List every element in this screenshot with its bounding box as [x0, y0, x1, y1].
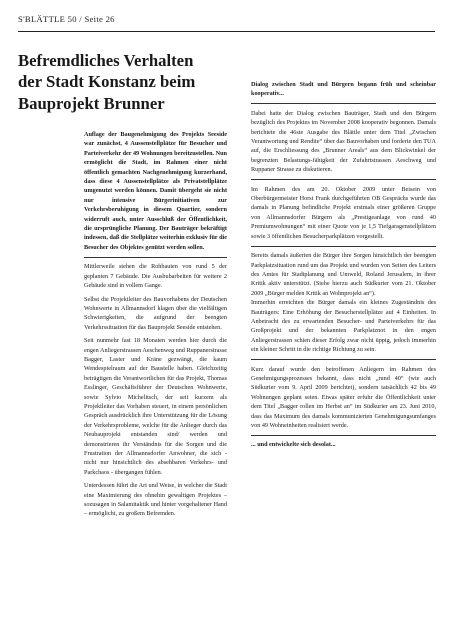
- body-paragraph: Unterdessen führt die Art und Weise, in welcher die Stadt eine Maximierung des ohnehin gewaltigen Projektes – sozusagen in Salamitaktik und hinter vorgehaltener Hand – ermöglicht, zu großem Befremden.: [84, 482, 227, 518]
- section-kicker: Dialog zwischen Stadt und Bürgern begann früh und scheinbar kooperativ...: [251, 81, 436, 98]
- section-ending: ... und entwickelte sich desolat...: [251, 441, 336, 449]
- column-divider: [84, 257, 227, 258]
- left-column: [84, 130, 227, 519]
- body-paragraph: Kurz darauf wurde den betroffenen Anliegern im Rahmen des Genehmigungsprozesses bekannt, dass nicht „rund 40“ (wie auch Südkurier vom 9. April 2009 berichtet), sondern tatsächlich 42 bis 49 Wohnungen geplant seien. Etwas später erfuhr die Öffentlichkeit unter dem Titel „Bagger rollen im Herbst an“ im Südkurier am 23. Juni 2010, dass das Maximum des damals kommunizierten Genehmigungsumfanges von 49 Wohneinheiten realisiert werde.: [251, 365, 436, 429]
- body-paragraph: Mittlerweile stehen die Rohbauten von rund 5 der geplanten 7 Gebäude. Die Ausbubarbeiten für weitere 2 Gebäude sind in vollem Gange.: [84, 263, 227, 290]
- body-paragraph: Dabei hatte der Dialog zwischen Bauträger, Stadt und den Bürgern bezüglich des Projektes im November 2008 kooperativ begonnen. Damals berichtete die 46ste Ausgabe des Blättle unter dem Titel „Zwischen Verantwortung und Rendite“ über das Bauvorhaben und forderte den TUA auf, die Erschliessung des „Brunner Areals“ aus dem Blickwinkel der begrenzten Belastungs-fähigkeit der Zufahrtstrassen Aeschweg und Ruppaner Strasse zu diskutieren.: [251, 109, 436, 174]
- column-divider: [251, 246, 436, 247]
- body-paragraph: Immerhin erreichten die Bürger damals ein kleines Zugeständnis des Bauträgers: Eine Erhöhung der Besucherstellplätze auf 4 Einheiten. In Anbetracht des zu erwartenden Besucher- und Parteiverkehrs für das Großprojekt und der bekannten Parkplatznot in den engen Anliegerstrassen schien dieser Erfolg zwar nicht üppig, jedoch immerhin ein kleiner Schritt in die richtige Richtung zu sein.: [251, 299, 436, 354]
- body-paragraph: Bereits damals äußerten die Bürger ihre Sorgen hinsichtlich der beengten Parkplatzsituation rund um das Projekt und wurden von Seiten des Leiters des Amtes für Stadtplanung und Umweld, Roland Jerusalem, in ihrer Kritik aktiv unterstützt. (Siehe hierzu auch Südkurier vom 21. Oktober 2009 „Bürger melden Kritik an Wohnprojekt an“).: [251, 252, 436, 297]
- article-headline: Befremdliches Verhalten der Stadt Konstanz beim Bauprojekt Brunner: [18, 51, 196, 113]
- body-paragraph: Seit nunmehr fast 18 Monaten werden hier durch die engen Anliegerstrassen Aeschenweg und Ruppanerstrasse Bagger, Laster und Kräne gezwängt, die kaum Wendespielraum auf der Baustelle haben. Gleichzeitig beträgtigen die Verantwortlichen für das Projekt, Thomas Esslinger, Geschäftsführer der Deutschen Wohnwerte, sowie Sylvio Michelitsch, der seit kurzem als Projektleiter das Vorhaben steuert, in einem persönlichen Gespräch ausdrücklich ihre Unterstützung für die Lösung der Verkehrsprobleme, welche für die Anlieger durch das Neubauprojekt entstanden sind/ werden und demonstrieren ihr Verständnis für die Sorgen und die Frustration der Allmannsdorfer Anwohner, die sich - nicht nur hinsichtlich des absehbaren Verkehrs- und Parkchaos - übergangen fühlen.: [84, 337, 227, 476]
- header-rule: [18, 31, 435, 32]
- body-paragraph: Im Rahmen des am 20. Oktober 2009 unter Beisein von Oberbürgermeister Horst Frank durchgeführten OB Gesprächs wurde das damals in Planung befindliche Projekt erstmals einer größeren Gruppe von Allmannsdorfer Bürgern als „Prestigeanlage von rund 40 Premiumwohnungen“ mit einer Quote von je 1,5 Tiefgaragenstellplätzen sowie 3 öffentlichen Besucherparkplätzen vorgestellt.: [251, 185, 436, 240]
- page-header: S'BLÄTTLE 50 / Seite 26: [18, 14, 115, 24]
- right-column: [251, 80, 436, 450]
- column-divider: [251, 359, 436, 360]
- lead-paragraph: Auflage der Baugenehmigung des Projekts Seeside war zunächst, 4 Aussenstellplätze für Besucher und Parteiverkehr der 49 Wohnungen bereitzustellen. Nun ermöglicht die Stadt, im Rahmen einer nicht öffentlich gemachten Nachgenehmigung kurzerhand, dass diese 4 Aussenstellplätze als Privatstellplätze umgenutzt werden können. Damit übergeht sie nicht nur intensive Bürgerinitiativen zur Verkehrsberuhigung in diesem Quartier, sondern widerruft auch, unter Ausschluß der Öffentlichkeit, die ursprüngliche Planung. Der Bauträger bekräftigt indessen, daß die Stellplätze weiterhin exklusiv für die Besucher des Objektes genützt werden sollen.: [84, 131, 227, 251]
- column-divider: [251, 435, 436, 436]
- column-divider: [251, 179, 436, 180]
- body-paragraph: Selbst die Projektleiter des Bauvorhabens der Deutschen Wohnwerte in Allmannsdorf klagen über die vielfältigen Schwierigkeiten, die aufgrund der beengten Verkehrssituation für das Bauprojekt Seeside entstehen.: [84, 295, 227, 331]
- column-divider: [251, 103, 436, 104]
